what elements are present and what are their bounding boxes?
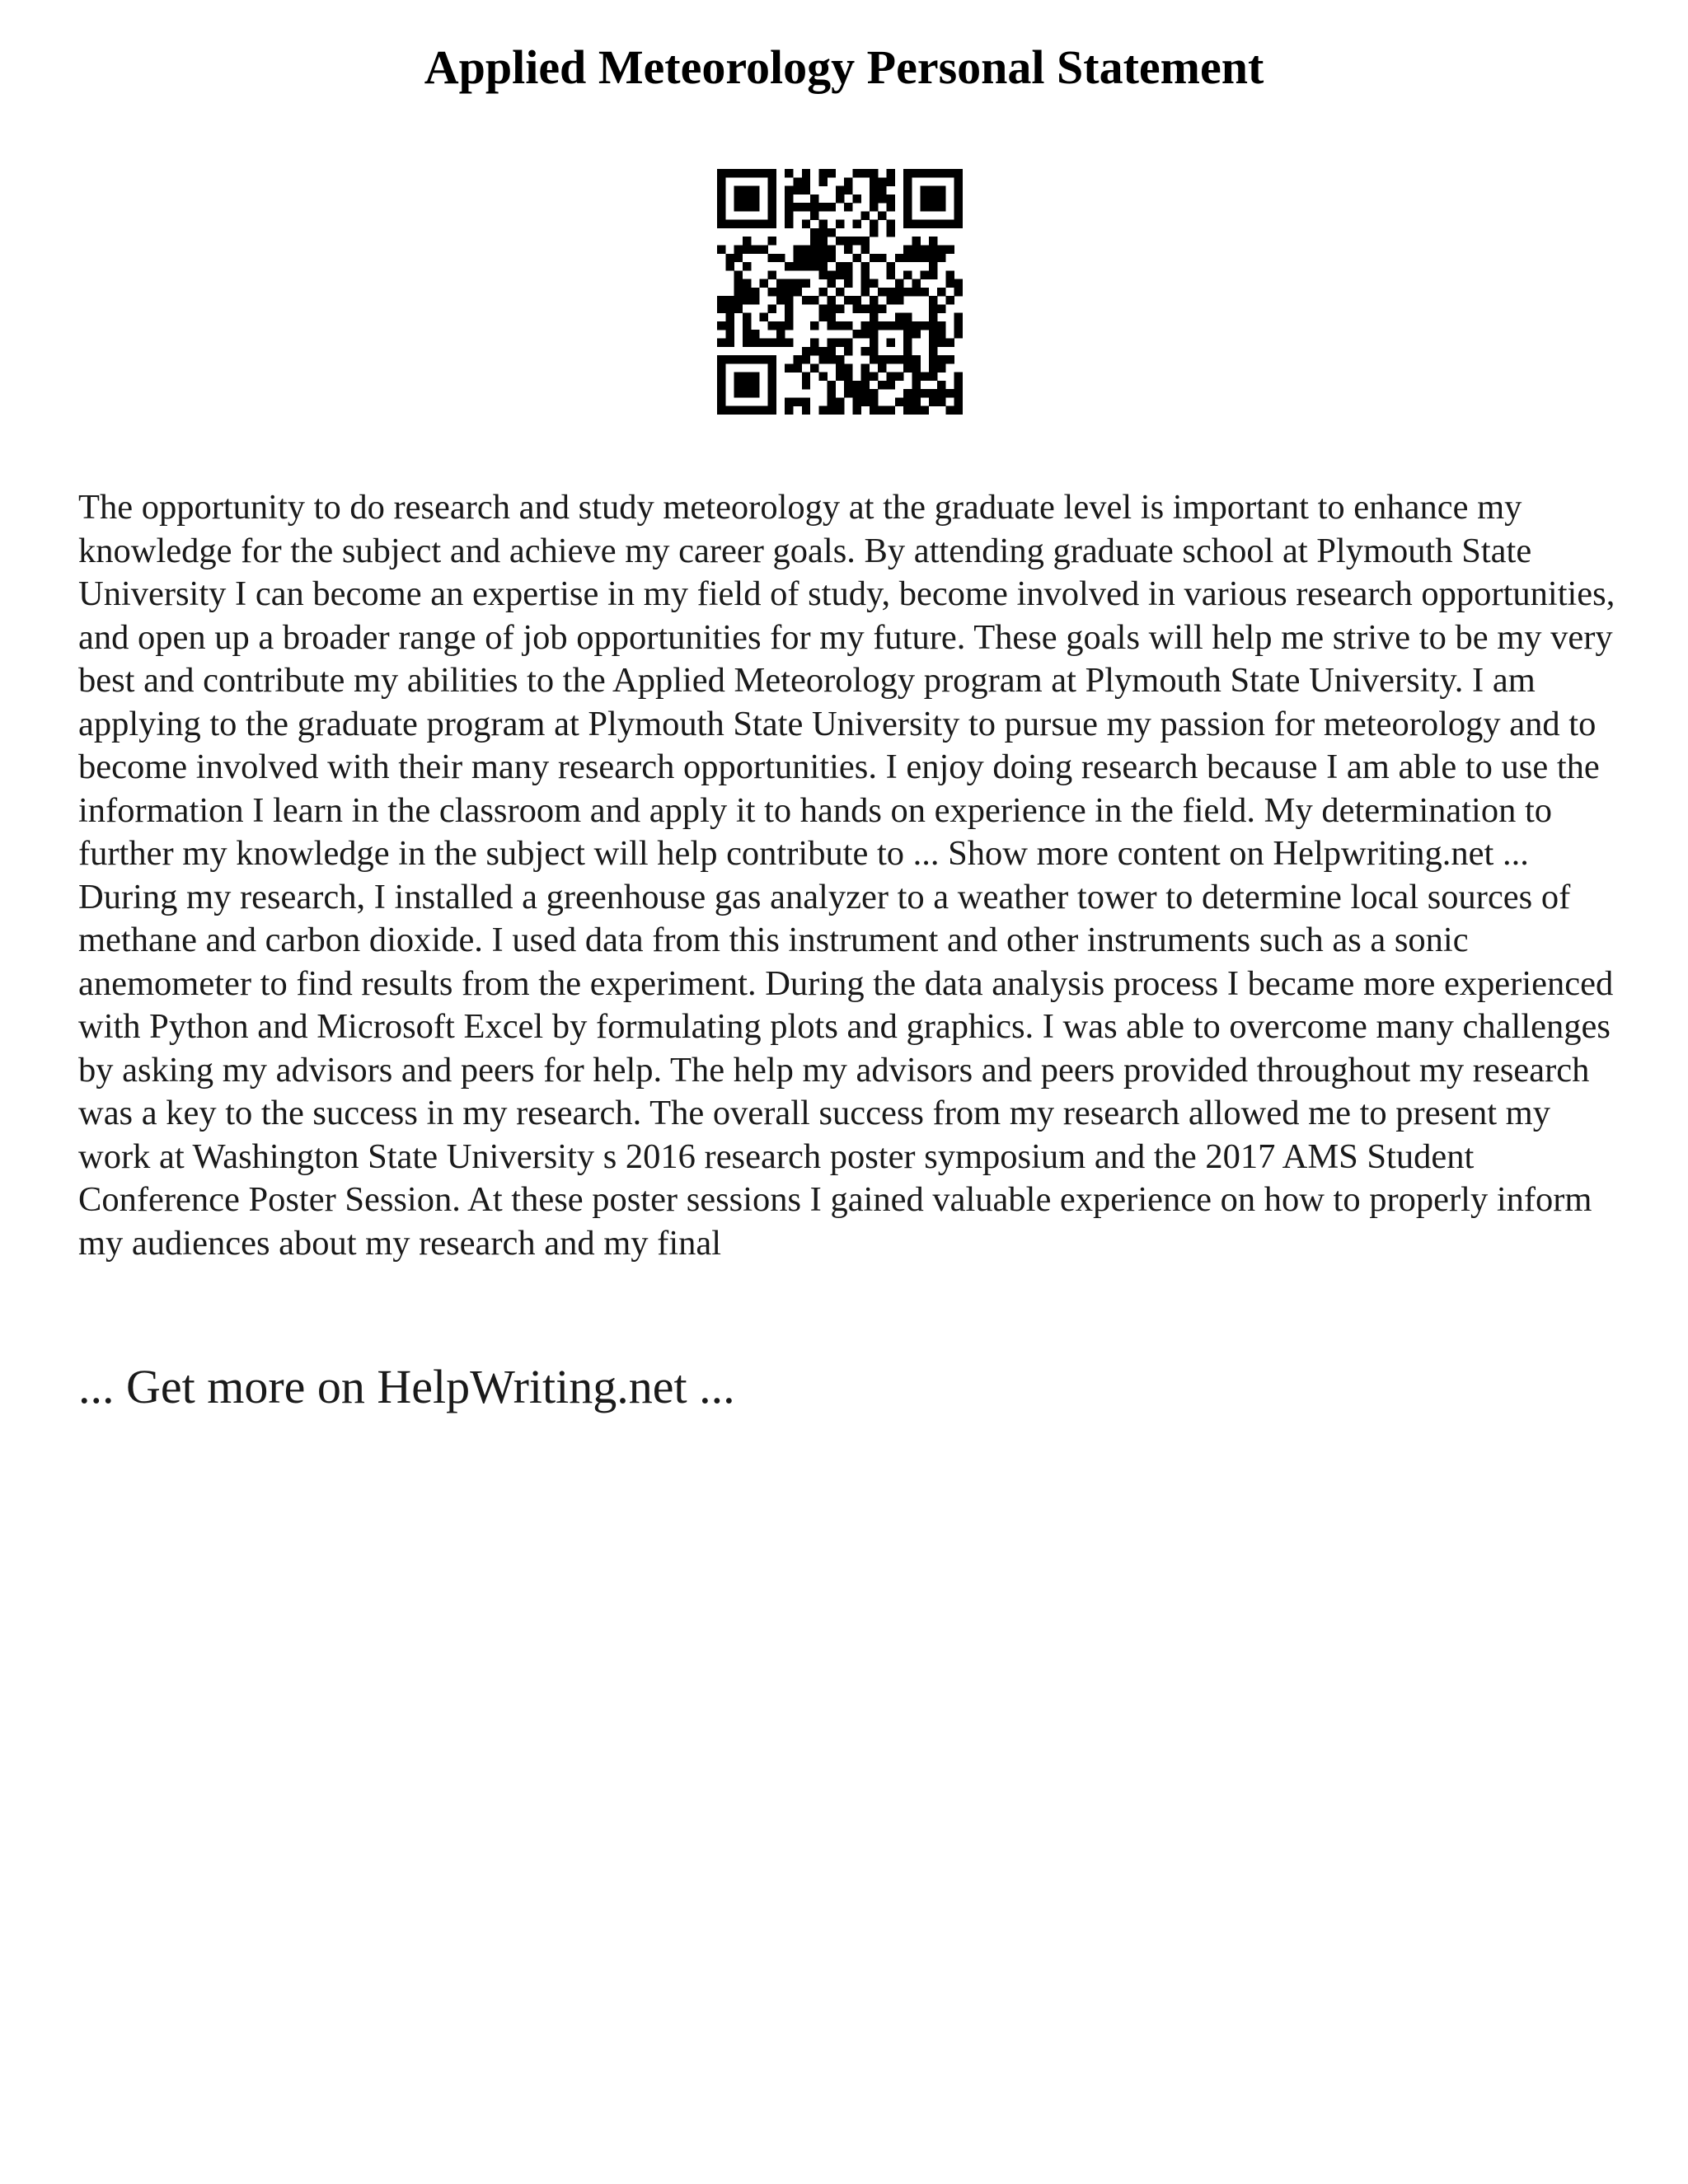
paragraph-1: The opportunity to do research and study meteorology at the graduate level is important to enhance my knowledge for the subject and achieve my career goals. By attending graduate school at Plymouth State University I can become an expertise in my field of study, become involved in various research opportunities, and open up a broader range of job opportunities for my future. These goals will help me strive to be my very best and contribute my abilities to the Applied Meteorology program at Plymouth State University. I am applying to the graduate program at Plymouth State University to pursue my passion for meteorology and to become involved with their many research opportunities. I enjoy doing research because I am able to use the information I learn in the classroom and apply it to hands on experience in the field. My determination to further my knowledge in the subject will help contribute to ... Show more content on Helpwriting.net ... — [78, 488, 1615, 873]
page-title: Applied Meteorology Personal Statement — [424, 40, 1264, 94]
statement-body — [78, 486, 1628, 1265]
paragraph-2: During my research, I installed a greenhouse gas analyzer to a weather tower to determine local sources of methane and carbon dioxide. I used data from this instrument and other instruments such as a sonic anemometer to find results from the experiment. During the data analysis process I became more experienced with Python and Microsoft Excel by formulating plots and graphics. I was able to overcome many challenges by asking my advisors and peers for help. The help my advisors and peers provided throughout my research was a key to the success in my research. The overall success from my research allowed me to present my work at Washington State University s 2016 research poster symposium and the 2017 AMS Student Conference Poster Session. At these poster sessions I gained valuable experience on how to properly inform my audiences about my research and my final — [78, 877, 1614, 1263]
get-more-link[interactable]: ... Get more on HelpWriting.net ... — [78, 1360, 735, 1413]
qr-code — [717, 169, 963, 415]
qr-code-icon — [717, 169, 963, 415]
